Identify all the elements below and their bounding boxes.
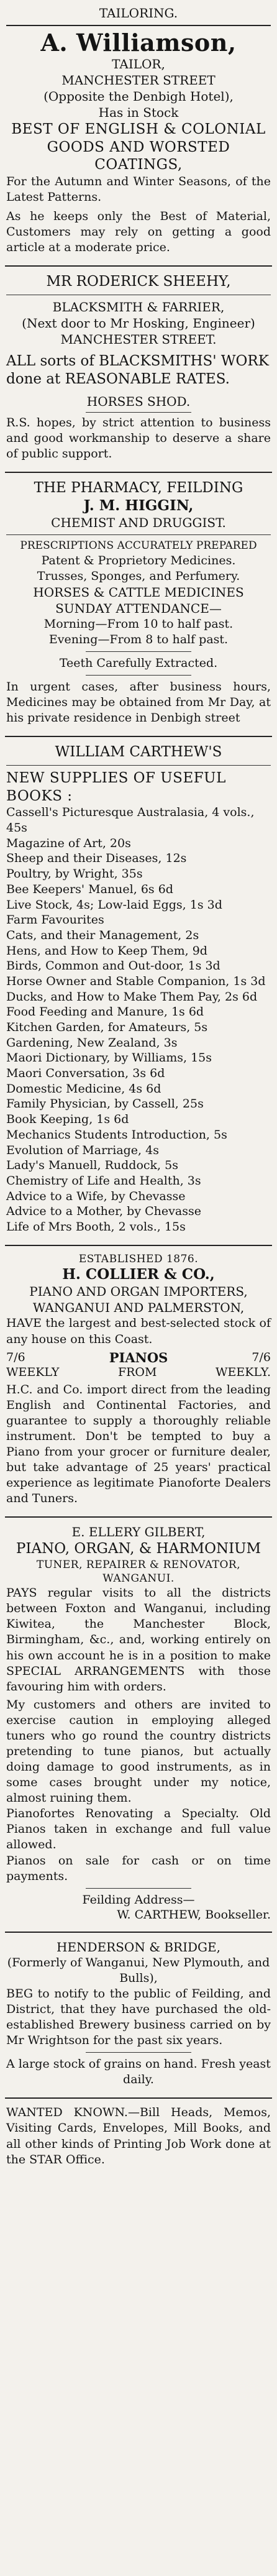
divider: [5, 1516, 272, 1518]
book-list-item: Horse Owner and Stable Companion, 1s 3d: [6, 974, 266, 988]
notice-text: BEG to notify to the public of Feilding, and District, that they have purchased the old-established Brewery business carried on by Mr Wrightson for the past six years.: [6, 1986, 271, 2048]
book-list-item: Evolution of Marriage, 4s: [6, 1143, 159, 1157]
divider: [6, 25, 271, 26]
book-list-item: Kitchen Garden, for Amateurs, 5s: [6, 1020, 208, 1035]
prescriptions-line: PRESCRIPTIONS ACCURATELY PREPARED: [20, 539, 257, 552]
price-left: 7/6: [6, 1350, 25, 1364]
price-left-sub: WEEKLY: [6, 1365, 60, 1379]
street-label: MANCHESTER STREET.: [60, 332, 217, 347]
book-list-item: Magazine of Art, 20s: [6, 836, 131, 850]
price-right: 7/6: [252, 1350, 271, 1364]
stock-text: BEST OF ENGLISH & COLONIAL GOODS AND WORSTED COATINGS,: [11, 121, 266, 173]
printing-text: WANTED KNOWN.—Bill Heads, Memos, Visiting Cards, Envelopes, Mill Books, and all other kinds of Printing Job Work done at the STAR Office.: [6, 2106, 271, 2166]
section-heading: TAILORING.: [99, 6, 178, 21]
sale-text: Pianos on sale for cash or on time payments.: [6, 1853, 271, 1883]
business-name: E. ELLERY GILBERT,: [71, 1524, 206, 1540]
divider: [5, 265, 272, 267]
stock-intro: Has in Stock: [98, 104, 179, 120]
visits-text: PAYS regular visits to all the districts between Foxton and Wanganui, including Kiwitea, the Manchester Block, Birmingham, &c., and, working entirely on his own account he is in a position to make SPECIAL ARRANGEMENTS with those favouring him with orders.: [6, 1586, 271, 1694]
urgent-text: In urgent cases, after business hours, Medicines may be obtained from Mr Day, at his private residence in Denbigh street: [6, 679, 271, 725]
book-list-item: Gardening, New Zealand, 3s: [6, 1035, 178, 1050]
caution-text: My customers and others are invited to exercise caution in employing alleged tuners who go round the country districts pretending to tune pianos, but actually doing damage to good instruments, as in some cases brought under my notice, almost ruining them.: [6, 1697, 271, 1805]
section-heading: THE PHARMACY, FEILDING: [34, 479, 243, 496]
subheading: NEW SUPPLIES OF USEFUL BOOKS :: [6, 769, 226, 804]
business-name: H. COLLIER & CO.,: [62, 1265, 215, 1283]
book-list-item: Maori Conversation, 3s 6d: [6, 1066, 165, 1081]
divider: [86, 412, 191, 413]
divider: [86, 1888, 191, 1889]
price-middle: PIANOS: [109, 1349, 168, 1365]
book-list-item: Chemistry of Life and Health, 3s: [6, 1173, 201, 1188]
book-list-item: Sheep and their Diseases, 12s: [6, 851, 187, 866]
divider: [86, 2052, 191, 2053]
book-list-item: Mechanics Students Introduction, 5s: [6, 1127, 227, 1142]
business-name: HENDERSON & BRIDGE,: [57, 1939, 220, 1955]
subtitle-label: TUNER, REPAIRER & RENOVATOR,: [36, 1559, 241, 1571]
book-list-item: Maori Dictionary, by Williams, 15s: [6, 1051, 212, 1065]
trusses-line: Trusses, Sponges, and Perfumery.: [37, 569, 240, 583]
book-list-item: Food Feeding and Manure, 1s 6d: [6, 1005, 204, 1019]
carthew-advertisement: [5, 741, 272, 1241]
trade-label: TAILOR,: [112, 56, 165, 71]
tailoring-advertisement: [5, 2, 272, 262]
blacksmith-advertisement: [5, 270, 272, 467]
trade-label: BLACKSMITH & FARRIER,: [52, 300, 225, 315]
book-list-item: Poultry, by Wright, 35s: [6, 867, 143, 881]
services-text: ALL sorts of BLACKSMITHS' WORK done at REASONABLE RATES.: [6, 353, 269, 387]
divider: [5, 1245, 272, 1246]
henderson-advertisement: [5, 1937, 272, 2094]
price-sub-row: [6, 1365, 271, 1380]
details-text: H.C. and Co. import direct from the leading English and Continental Factories, and guarantee to supply a thoroughly reliable instrument. Don't be tempted to buy a Piano from your grocer or furniture dealer, but take advantage of 25 years' practical experience as legitimate Pianoforte Dealers and Tuners.: [6, 1382, 271, 1506]
price-right-sub: WEEKLY.: [215, 1365, 271, 1379]
book-list-item: Cats, and their Management, 2s: [6, 928, 199, 942]
divider: [5, 1932, 272, 1933]
book-list-item: Advice to a Wife, by Chevasse: [6, 1189, 186, 1203]
title-label: PIANO, ORGAN, & HARMONIUM: [16, 1541, 261, 1557]
title-label: PIANO AND ORGAN IMPORTERS,: [29, 1284, 248, 1299]
book-list: [6, 805, 271, 1234]
divider: [86, 651, 191, 652]
medicines-line: Patent & Proprietory Medicines.: [41, 553, 236, 567]
location-label: WANGANUI.: [102, 1572, 175, 1585]
book-list-item: Lady's Manuell, Ruddock, 5s: [6, 1158, 178, 1173]
promise-text: As he keeps only the Best of Material, Customers may rely on getting a good article at a moderate price.: [6, 209, 271, 255]
street-label: MANCHESTER STREET: [61, 72, 216, 88]
pharmacy-advertisement: [5, 477, 272, 732]
gilbert-advertisement: [5, 1521, 272, 1928]
title-label: CHEMIST AND DRUGGIST.: [51, 515, 226, 531]
renovating-text: Pianofortes Renovating a Specialty. Old Pianos taken in exchange and full value allowed.: [6, 1807, 271, 1852]
divider: [5, 2097, 272, 2099]
location-label: WANGANUI AND PALMERSTON,: [32, 1300, 245, 1316]
divider: [6, 765, 271, 766]
address-label: Feilding Address—: [82, 1892, 195, 1907]
newspaper-column: [5, 0, 272, 2174]
business-name: WILLIAM CARTHEW'S: [55, 744, 222, 761]
book-list-item: Family Physician, by Cassell, 25s: [6, 1097, 204, 1111]
book-list-item: Hens, and How to Keep Them, 9d: [6, 943, 207, 958]
evening-hours: Evening—From 8 to half past.: [48, 632, 229, 646]
location-label: (Opposite the Denbigh Hotel),: [43, 88, 234, 104]
printing-advertisement: [5, 2102, 272, 2173]
divider: [5, 736, 272, 737]
sunday-line: SUNDAY ATTENDANCE—: [55, 600, 222, 616]
book-list-item: Advice to a Mother, by Chevasse: [6, 1204, 201, 1219]
business-name: A. Williamson,: [40, 29, 237, 57]
divider: [6, 534, 271, 535]
address-text: W. CARTHEW, Bookseller.: [117, 1907, 271, 1922]
book-list-item: Live Stock, 4s; Low-laid Eggs, 1s 3d: [6, 897, 222, 912]
business-name: MR RODERICK SHEEHY,: [46, 273, 231, 290]
book-list-item: Birds, Common and Out-door, 1s 3d: [6, 959, 220, 973]
divider: [5, 472, 272, 473]
teeth-line: Teeth Carefully Extracted.: [59, 656, 218, 670]
established-label: ESTABLISHED 1876.: [78, 1252, 199, 1265]
price-middle-sub: FROM: [117, 1365, 157, 1379]
book-list-item: Book Keeping, 1s 6d: [6, 1112, 129, 1127]
stock-subtext: For the Autumn and Winter Seasons, of the Latest Patterns.: [6, 175, 271, 204]
stock-text: HAVE the largest and best-selected stock of any house on this Coast.: [6, 1316, 271, 1346]
sub-heading: HORSES SHOD.: [86, 393, 191, 409]
collier-advertisement: [5, 1250, 272, 1513]
book-list-item: Cassell's Picturesque Australasia, 4 vols., 45s: [6, 805, 255, 835]
location-label: (Next door to Mr Hosking, Engineer): [22, 316, 255, 331]
stock-text: A large stock of grains on hand. Fresh yeast daily.: [6, 2057, 271, 2087]
book-list-item: Bee Keepers' Manuel, 6s 6d: [6, 882, 173, 896]
price-row: [6, 1350, 271, 1365]
divider: [86, 675, 191, 676]
book-list-item: Domestic Medicine, 4s 6d: [6, 1081, 161, 1096]
book-list-item: Farm Favourites: [6, 913, 104, 927]
morning-hours: Morning—From 10 to half past.: [43, 616, 234, 631]
book-list-item: Life of Mrs Booth, 2 vols., 15s: [6, 1219, 186, 1234]
cattle-medicines-line: HORSES & CATTLE MEDICINES: [33, 584, 244, 600]
book-list-item: Ducks, and How to Make Them Pay, 2s 6d: [6, 989, 258, 1004]
former-label: (Formerly of Wanganui, New Plymouth, and Bulls),: [7, 1955, 270, 1985]
business-name: J. M. HIGGIN,: [83, 497, 194, 514]
closing-text: R.S. hopes, by strict attention to business and good workmanship to deserve a share of public support.: [6, 415, 271, 461]
